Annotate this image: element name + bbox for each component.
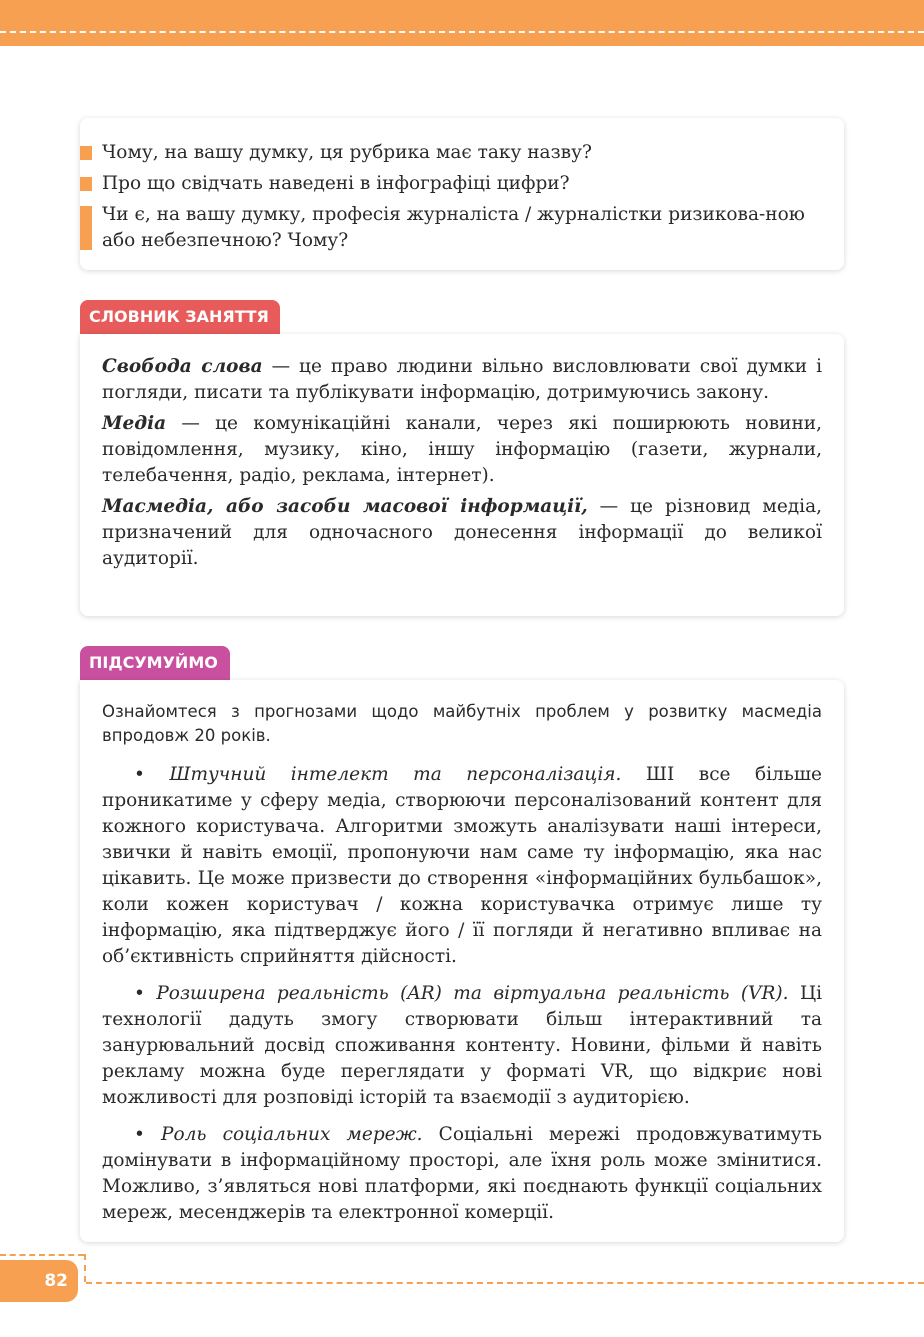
summary-intro: Ознайомтеся з прогнозами щодо майбутніх проблем у розвитку масмедіа впродовж 20 років. (102, 702, 822, 745)
question-text: Про що свідчать наведені в інфографіці цифри? (102, 173, 570, 194)
question-item (102, 140, 822, 166)
bar-bullet-icon (80, 206, 92, 250)
vocab-section-label: СЛОВНИК ЗАНЯТТЯ (80, 300, 280, 334)
questions-card (80, 118, 844, 270)
vocab-card (80, 334, 844, 616)
question-text: Чи є, на вашу думку, професія журналіста / журналістки ризикова-ною або небезпечною? Чому? (102, 204, 805, 251)
point-title: • Роль соціальних мереж. (134, 1124, 423, 1145)
point-text: ШІ все більше проникатиме у сферу медіа, створюючи персоналізований контент для кожного користувача. Алгоритми зможуть аналізувати наші інтереси, звички й навіть емоції, пропонуючи нам саме ту інформацію, яка нас цікавить. Це може призвести до створення «інформаційних бульбашок», коли кожен користувач / кожна користувачка отримує лише ту інформацію, яка підтверджує його / її погляди й негативно впливає на об’єктивність сприйняття дійсності. (102, 764, 822, 967)
point-title: • Розширена реальність (AR) та віртуальна реальність (VR). (134, 983, 789, 1004)
definition-text: — це комунікаційні канали, через які поширюють новини, повідомлення, музику, кіно, іншу інформацію (газети, журнали, телебачення, радіо, реклама, інтернет). (102, 413, 822, 486)
page-number: 82 (0, 1260, 78, 1302)
definition-text: — це різновид медіа, призначений для одночасного донесення інформації до великої аудиторії. (102, 496, 822, 569)
summary-card (80, 680, 844, 1242)
definition-term: Медіа (102, 413, 167, 434)
summary-point (102, 1122, 822, 1226)
definition-term: Свобода слова (102, 356, 263, 377)
square-bullet-icon (80, 146, 92, 160)
question-item (102, 202, 822, 254)
question-text: Чому, на вашу думку, ця рубрика має таку назву? (102, 142, 592, 163)
bottom-dashed-line-upper (0, 1254, 84, 1256)
definition (102, 494, 822, 572)
bottom-dashed-line-vertical (84, 1254, 86, 1282)
definition (102, 354, 822, 406)
point-text: Ці технології дадуть змогу створювати більш інтерактивний та занурювальний досвід споживання контенту. Новини, фільми й навіть рекламу можна буде переглядати у форматі VR, що відкриє нові можливості для розповіді історій та взаємодії з аудиторією. (102, 983, 823, 1108)
definition-term: Масмедіа, або засоби масової інформації, (102, 496, 588, 517)
question-item (102, 171, 822, 197)
summary-point (102, 981, 822, 1111)
definition-text: — це право людини вільно висловлювати свої думки і погляди, писати та публікувати інформацію, дотримуючись закону. (102, 356, 822, 403)
square-bullet-icon (80, 177, 92, 191)
top-decor-band (0, 0, 924, 46)
definition (102, 411, 822, 489)
top-dashed-line (0, 31, 924, 33)
point-title: • Штучний інтелект та персоналізація. (134, 764, 622, 785)
summary-section-label: ПІДСУМУЙМО (80, 646, 230, 680)
point-text: Соціальні мережі продовжуватимуть домінувати в інформаційному просторі, але їхня роль може змінитися. Можливо, з’являться нові платформи, які поєднають функції соціальних мереж, месенджерів та електронної комерції. (102, 1124, 822, 1223)
summary-point (102, 762, 822, 970)
bottom-dashed-line (86, 1282, 924, 1284)
